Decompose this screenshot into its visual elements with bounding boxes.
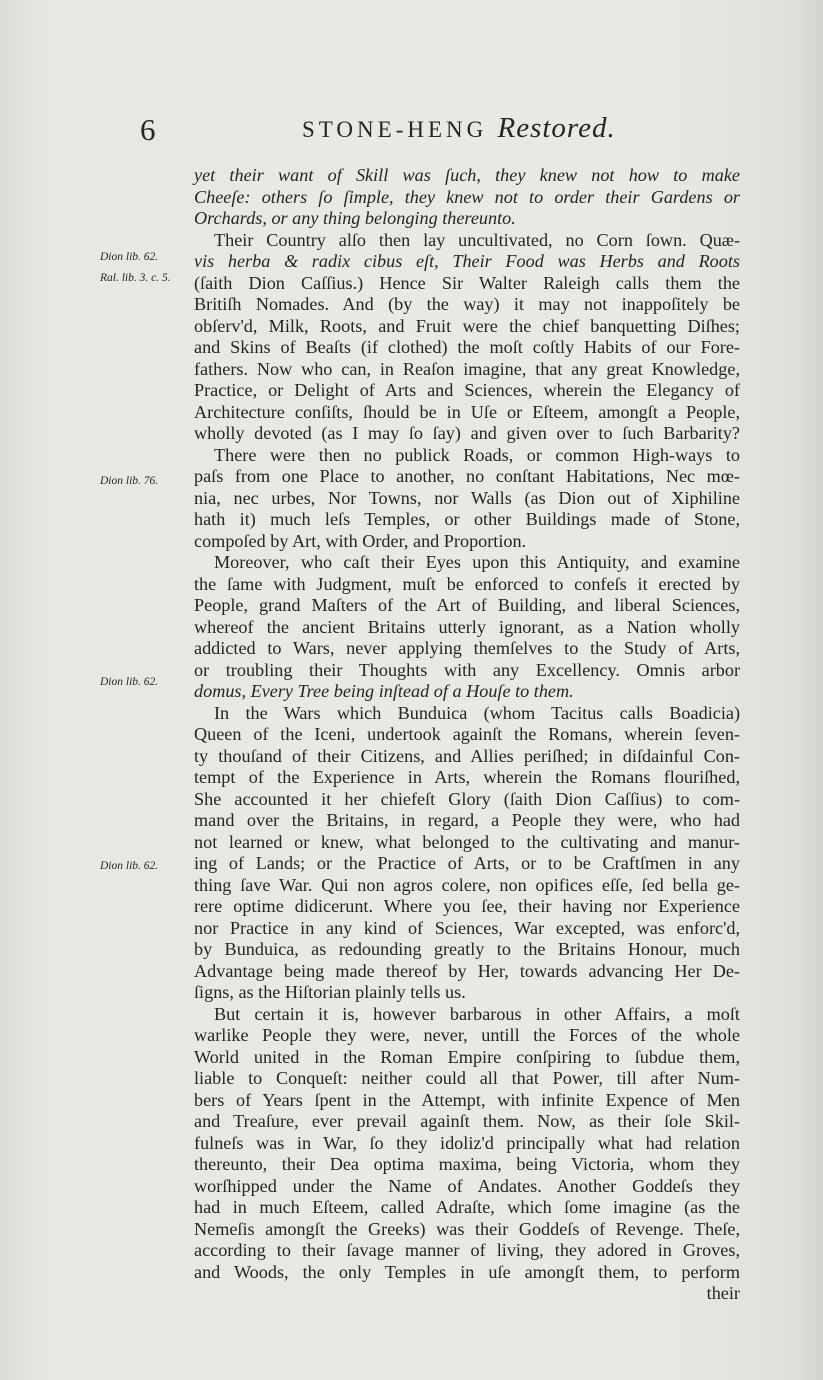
text-line: worſhipped under the Name of Andates. Another Goddeſs they — [194, 1175, 740, 1196]
running-title-main: STONE-HENG — [302, 117, 488, 142]
text-line: Britiſh Nomades. And (by the way) it may not inappoſitely be — [194, 294, 740, 314]
text-line: addicted to Wars, never applying themſelves to the Study of Arts, — [194, 638, 740, 658]
text-line: and Skins of Beaſts (if clothed) the moſt coſtly Habits of our Fore- — [194, 337, 740, 357]
page-header — [140, 112, 740, 160]
text-line: But certain it is, however barbarous in other Affairs, a moſt — [214, 1003, 740, 1024]
text-line: whereof the ancient Britains utterly ignorant, as a Nation wholly — [194, 616, 740, 637]
margin-note: Dion lib. 76. — [100, 475, 159, 487]
text-line: hath it) much leſs Temples, or other Buildings made of Stone, — [194, 509, 740, 529]
text-line: vis herba & radix cibus eſt, Their Food was Herbs and Roots — [194, 251, 740, 271]
text-line: had in much Eſteem, called Adraſte, which ſome imagine (as the — [194, 1197, 740, 1217]
text-line: Orchards, or any thing belonging thereunto. — [194, 208, 516, 228]
text-line: wholly devoted (as I may ſo ſay) and given over to ſuch Barbarity? — [194, 423, 740, 443]
text-line: tempt of the Experience in Arts, wherein the Romans flouriſhed, — [194, 767, 740, 787]
text-line: nor Practice in any kind of Sciences, War excepted, was enforc'd, — [194, 917, 740, 938]
page-edge-shadow — [793, 0, 823, 1380]
text-line: Nemeſis amongſt the Greeks) was their Goddeſs of Revenge. Theſe, — [194, 1218, 740, 1239]
text-line: ty thouſand of their Citizens, and Allies periſhed; in diſdainful Con- — [194, 745, 740, 766]
text-line: People, grand Maſters of the Art of Building, and liberal Sciences, — [194, 595, 740, 615]
text-line: obſerv'd, Milk, Roots, and Fruit were the chief banquetting Diſhes; — [194, 315, 740, 336]
text-line: or troubling their Thoughts with any Excellency. Omnis arbor — [194, 659, 740, 680]
text-line: In the Wars which Bunduica (whom Tacitus calls Boadicia) — [214, 702, 740, 723]
text-line: nia, nec urbes, Nor Towns, nor Walls (as Dion out of Xiphiline — [194, 487, 740, 508]
text-line: not learned or knew, what belonged to the cultivating and manur- — [194, 831, 740, 852]
text-line: Queen of the Iceni, undertook againſt the Romans, wherein ſeven- — [194, 724, 740, 744]
text-line: liable to Conqueſt: neither could all that Power, till after Num- — [194, 1068, 740, 1088]
text-line: fathers. Now who can, in Reaſon imagine, that any great Knowledge, — [194, 358, 740, 379]
catchword: their — [706, 1283, 740, 1303]
running-title — [302, 112, 616, 145]
text-line: ſigns, as the Hiſtorian plainly tells us. — [194, 982, 466, 1002]
text-line: and Woods, the only Temples in uſe amongſt them, to perform — [194, 1261, 740, 1282]
text-line: mand over the Britains, in regard, a People they were, who had — [194, 810, 740, 830]
text-line: yet their want of Skill was ſuch, they knew not how to make — [194, 165, 740, 185]
text-line: domus, Every Tree being inſtead of a Houſe to them. — [194, 681, 574, 701]
text-line: thing ſave War. Qui non agros colere, non opifices eſſe, ſed bella ge- — [194, 874, 740, 895]
text-line: bers of Years ſpent in the Attempt, with infinite Expence of Men — [194, 1089, 740, 1110]
text-line: and Treaſure, ever prevail againſt them. Now, as their ſole Skil- — [194, 1111, 740, 1131]
text-line: by Bunduica, as redounding greatly to the Britains Honour, much — [194, 939, 740, 959]
body-text — [194, 165, 740, 1305]
text-line: There were then no publick Roads, or common High-ways to — [214, 444, 740, 465]
text-line: Cheeſe: others ſo ſimple, they knew not to order their Gardens or — [194, 186, 740, 207]
text-line: the ſame with Judgment, muſt be enforced to confeſs it erected by — [194, 573, 740, 594]
text-line: Architecture conſiſts, ſhould be in Uſe or Eſteem, amongſt a People, — [194, 401, 740, 422]
text-line: compoſed by Art, with Order, and Proportion. — [194, 530, 527, 551]
text-line: fulneſs was in War, ſo they idoliz'd principally what had relation — [194, 1132, 740, 1153]
margin-note: Ral. lib. 3. c. 5. — [100, 272, 171, 284]
text-line: paſs from one Place to another, no conſtant Habitations, Nec mœ- — [194, 466, 740, 486]
text-line: (ſaith Dion Caſſius.) Hence Sir Walter Raleigh calls them the — [194, 272, 740, 293]
page-number: 6 — [140, 112, 156, 147]
text-line: Their Country alſo then lay uncultivated, no Corn ſown. Quæ- — [214, 229, 740, 250]
text-line: World united in the Roman Empire conſpiring to ſubdue them, — [194, 1046, 740, 1067]
text-line: Practice, or Delight of Arts and Sciences, wherein the Elegancy of — [194, 380, 740, 400]
margin-note: Dion lib. 62. — [100, 676, 159, 688]
margin-note: Dion lib. 62. — [100, 860, 159, 872]
text-line: She accounted it her chiefeſt Glory (ſaith Dion Caſſius) to com- — [194, 788, 740, 809]
text-line: Moreover, who caſt their Eyes upon this Antiquity, and examine — [214, 552, 740, 572]
running-title-italic: Restored. — [497, 112, 616, 144]
text-line: Advantage being made thereof by Her, towards advancing Her De- — [194, 960, 740, 981]
text-line: according to their ſavage manner of living, they adored in Groves, — [194, 1240, 740, 1260]
margin-note: Dion lib. 62. — [100, 251, 159, 263]
text-line: ing of Lands; or the Practice of Arts, or to be Craftſmen in any — [194, 853, 740, 873]
text-line: warlike People they were, never, untill the Forces of the whole — [194, 1025, 740, 1045]
text-line: thereunto, their Dea optima maxima, being Victoria, whom they — [194, 1154, 740, 1174]
text-line: rere optime didicerunt. Where you ſee, their having nor Experience — [194, 896, 740, 916]
